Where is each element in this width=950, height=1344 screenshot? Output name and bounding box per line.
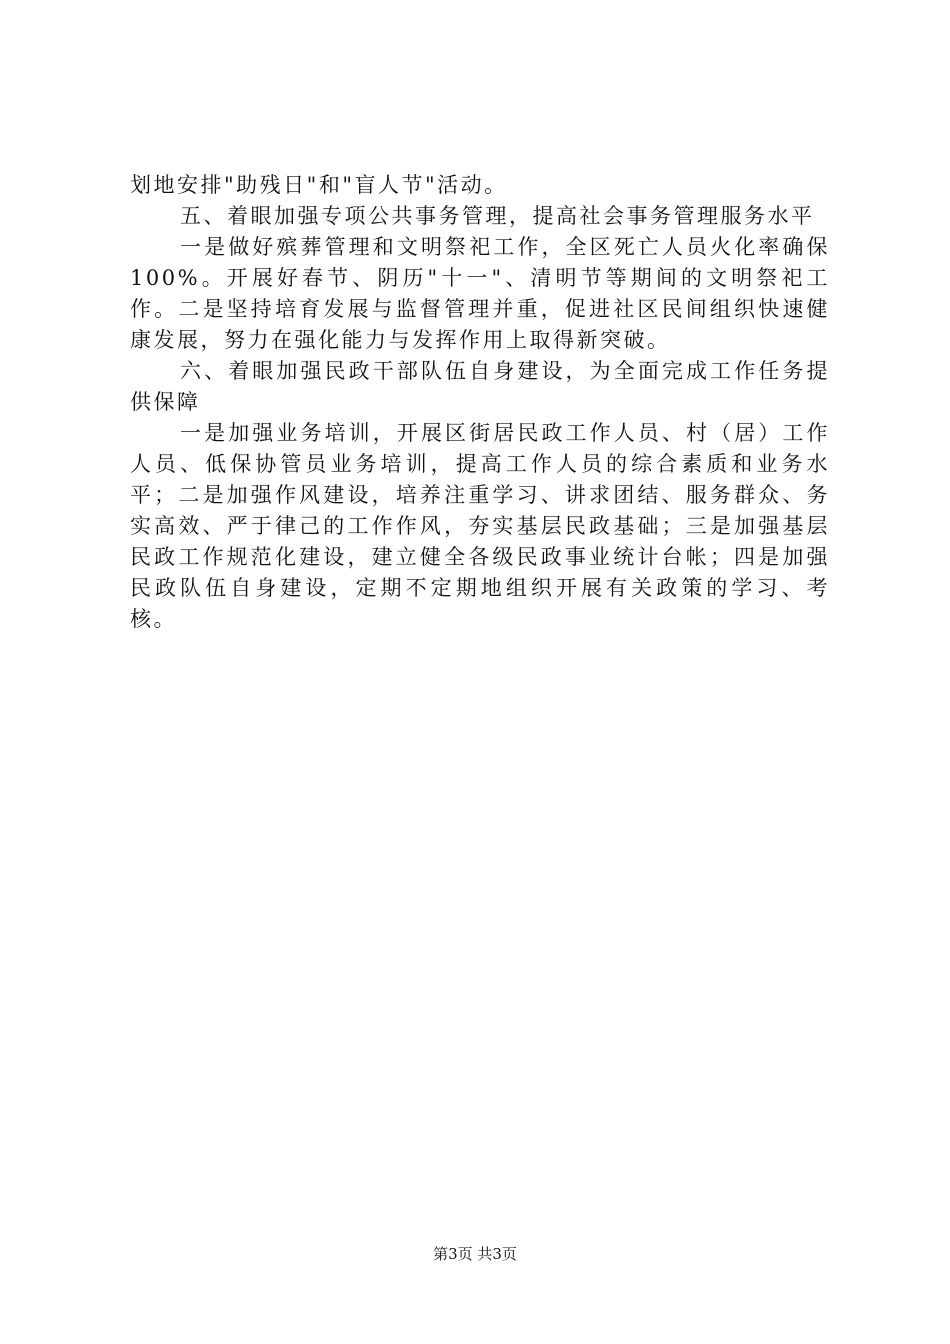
page-number-footer: 第3页 共3页	[433, 1245, 517, 1263]
paragraph-staff-building: 一是加强业务培训，开展区街居民政工作人员、村（居）工作人员、低保协管员业务培训，提高工作人员的综合素质和业务水平；二是加强作风建设，培养注重学习、讲求团结、服务群众、务实高效、严于律己的工作作风，夯实基层民政基础；三是加强基层民政工作规范化建设，建立健全各级民政事业统计台帐；四是加强民政队伍自身建设，定期不定期地组织开展有关政策的学习、考核。	[130, 421, 830, 631]
section-heading-five: 五、着眼加强专项公共事务管理，提高社会事务管理服务水平	[180, 204, 815, 228]
paragraph-continuation: 划地安排"助残日"和"盲人节"活动。	[130, 173, 508, 197]
paragraph-funeral-management: 一是做好殡葬管理和文明祭祀工作，全区死亡人员火化率确保100%。开展好春节、阴历"十一"、清明节等期间的文明祭祀工作。二是坚持培育发展与监督管理并重，促进社区民间组织快速健康发展，努力在强化能力与发挥作用上取得新突破。	[130, 235, 830, 352]
document-body	[130, 170, 830, 635]
section-heading-six: 六、着眼加强民政干部队伍自身建设，为全面完成工作任务提供保障	[130, 359, 830, 414]
